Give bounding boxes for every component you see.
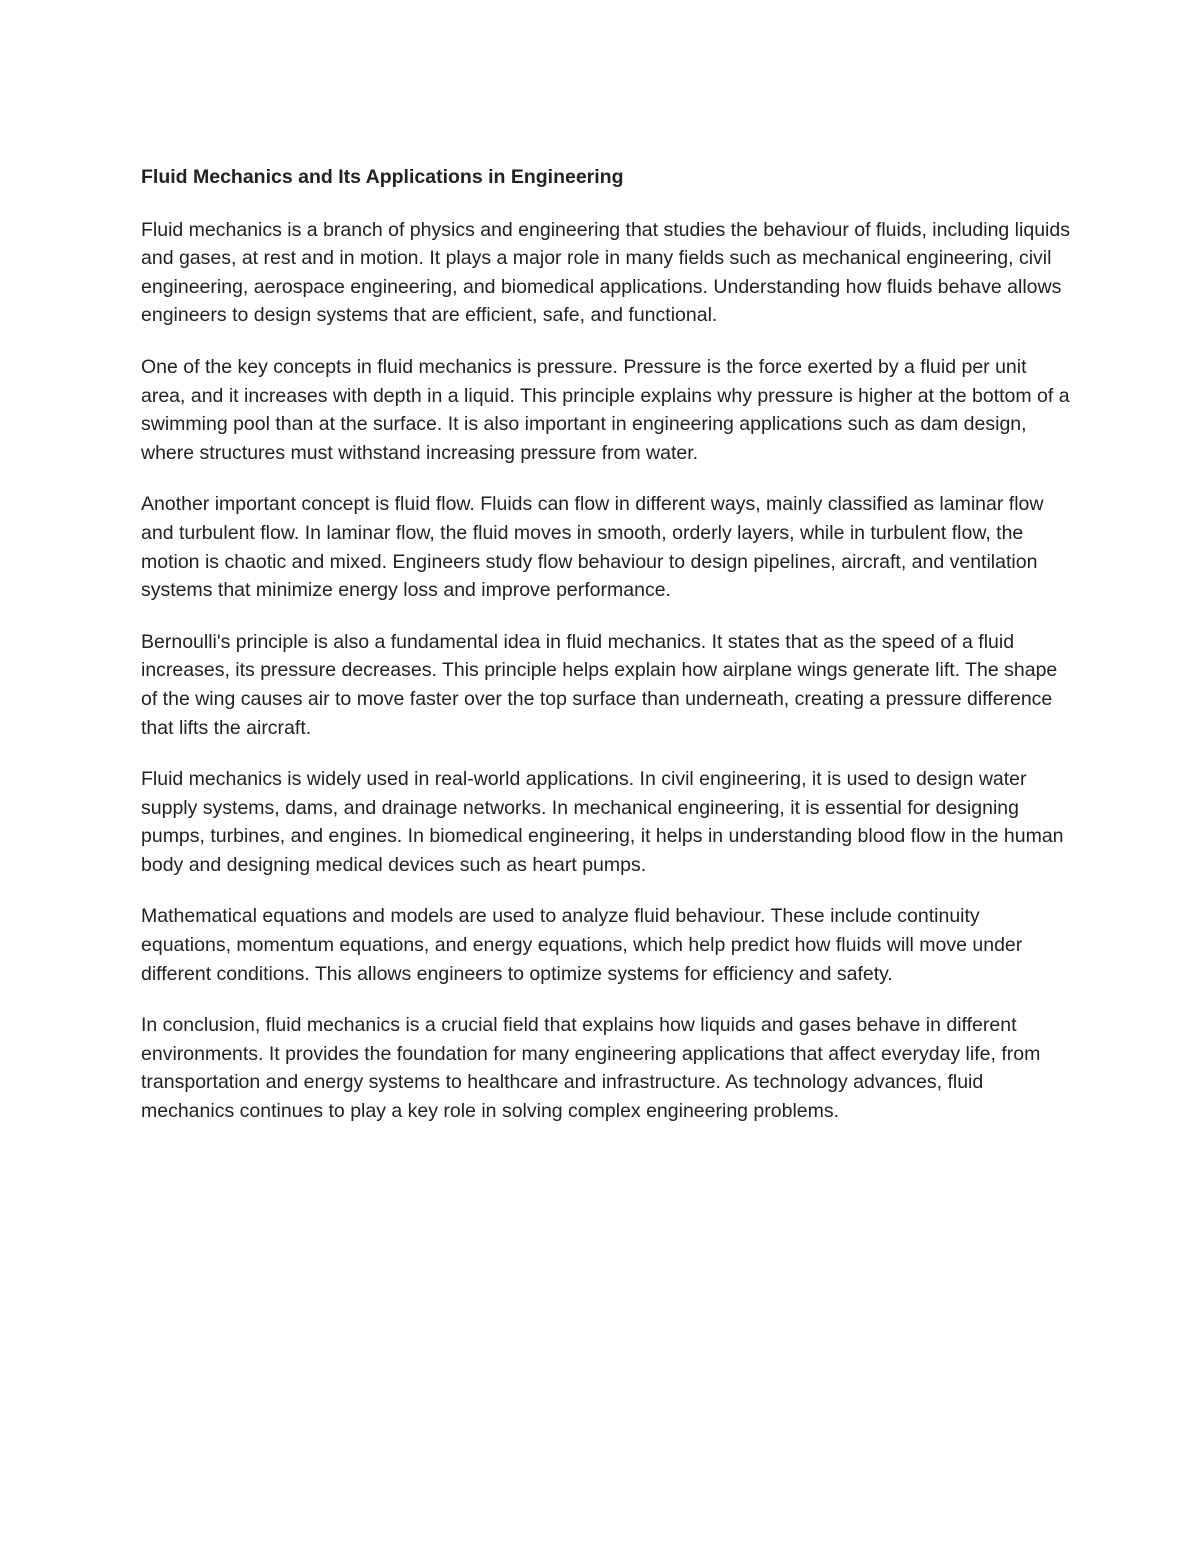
paragraph-fluid-flow: Another important concept is fluid flow. Fluids can flow in different ways, mainly classified as laminar flow and turbulent flow. In laminar flow, the fluid moves in smooth, orderly layers, while in turbulent flow, the motion is chaotic and mixed. Engineers study flow behaviour to design pipelines, aircraft, and ventilation systems that minimize energy loss and improve performance. (141, 493, 1044, 602)
paragraph-pressure: One of the key concepts in fluid mechanics is pressure. Pressure is the force exerted by a fluid per unit area, and it increases with depth in a liquid. This principle explains why pressure is higher at the bottom of a swimming pool than at the surface. It is also important in engineering applications such as dam design, where structures must withstand increasing pressure from water. (141, 355, 1070, 464)
paragraph-bernoulli: Bernoulli's principle is also a fundamental idea in fluid mechanics. It states that as the speed of a fluid increases, its pressure decreases. This principle helps explain how airplane wings generate lift. The shape of the wing causes air to move faster over the top surface than underneath, creating a pressure difference that lifts the aircraft. (141, 630, 1058, 739)
paragraph-conclusion: In conclusion, fluid mechanics is a crucial field that explains how liquids and gases behave in different environments. It provides the foundation for many engineering applications that affect everyday life, from transportation and energy systems to healthcare and infrastructure. As technology advances, fluid mechanics continues to play a key role in solving complex engineering problems. (141, 1014, 1041, 1123)
paragraph-applications: Fluid mechanics is widely used in real-world applications. In civil engineering, it is used to design water supply systems, dams, and drainage networks. In mechanical engineering, it is essential for designing pumps, turbines, and engines. In biomedical engineering, it helps in understanding blood flow in the human body and designing medical devices such as heart pumps. (141, 768, 1064, 876)
document-title: Fluid Mechanics and Its Applications in Engineering (141, 166, 624, 188)
paragraph-equations: Mathematical equations and models are used to analyze fluid behaviour. These include continuity equations, momentum equations, and energy equations, which help predict how fluids will move under different conditions. This allows engineers to optimize systems for efficiency and safety. (141, 905, 1023, 985)
paragraph-introduction: Fluid mechanics is a branch of physics and engineering that studies the behaviour of fluids, including liquids and gases, at rest and in motion. It plays a major role in many fields such as mechanical engineering, civil engineering, aerospace engineering, and biomedical applications. Understanding how fluids behave allows engineers to design systems that are efficient, safe, and functional. (141, 218, 1070, 327)
document-body (141, 163, 1071, 1149)
